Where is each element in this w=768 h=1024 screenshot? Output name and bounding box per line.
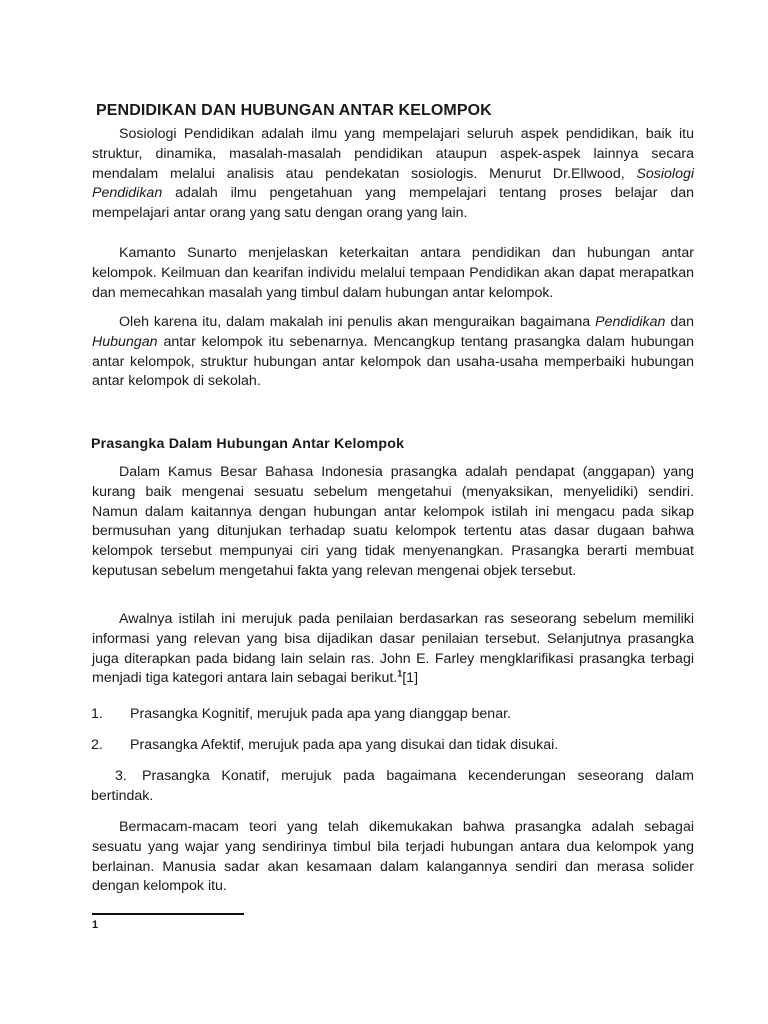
list-item-text: Prasangka Afektif, merujuk pada apa yang disukai dan tidak disukai. <box>130 737 559 753</box>
section-p2-text: Awalnya istilah ini merujuk pada penilaian berdasarkan ras seseorang sebelum memiliki informasi yang relevan yang bisa dijadikan dasar penilaian tersebut. Selanjutnya prasangka juga diterapkan pada bidang lain selain ras. John E. Farley mengklarifikasi prasangka terbagi menjadi tiga kategori antara lain sebagai berikut. <box>92 611 694 687</box>
list-item <box>91 736 694 756</box>
list-item-number: 1. <box>91 706 103 722</box>
footnote-separator <box>92 913 244 915</box>
intro-paragraph-1 <box>92 125 694 224</box>
intro-paragraph-2: Kamanto Sunarto menjelaskan keterkaitan antara pendidikan dan hubungan antar kelompok. Keilmuan dan kearifan individu melalui tempaan Pendidikan akan dapat merapatkan dan memecahkan masalah yang timbul dalam hubungan antar kelompok. <box>92 245 694 301</box>
intro-p3-text-c: antar kelompok itu sebenarnya. Mencangkup tentang prasangka dalam hubungan antar kelompok, struktur hubungan antar kelompok dan usaha-usaha memperbaiki hubungan antar kelompok di sekolah. <box>92 333 694 390</box>
citation-link[interactable]: [1] <box>402 670 419 687</box>
intro-paragraph-3 <box>92 313 694 392</box>
list-item-text: Prasangka Konatif, merujuk pada bagaimana kecenderungan seseorang dalam bertindak. <box>91 768 694 804</box>
intro-p3-text-a: Oleh karena itu, dalam makalah ini penulis akan menguraikan bagaimana <box>119 314 596 330</box>
list-item <box>91 767 694 807</box>
section-heading: Prasangka Dalam Hubungan Antar Kelompok <box>91 436 405 452</box>
list-item-number: 3. <box>115 768 127 784</box>
list-item-number: 2. <box>91 737 103 753</box>
section-paragraph-2 <box>92 610 694 689</box>
intro-p1-text-b: adalah ilmu pengetahuan yang mempelajari tentang proses belajar dan mempelajari antar orang yang satu dengan orang yang lain. <box>92 185 694 222</box>
intro-p1-text-a: Sosiologi Pendidikan adalah ilmu yang mempelajari seluruh aspek pendidikan, baik itu struktur, dinamika, masalah-masalah pendidikan ataupun aspek-aspek lainnya secara mendalam melalui analisis atau pendekatan sosiologis. Menurut Dr.Ellwood, <box>92 126 694 182</box>
section-paragraph-3: Bermacam-macam teori yang telah dikemukakan bahwa prasangka adalah sebagai sesuatu yang wajar yang sendirinya timbul bila terjadi hubungan antara dua kelompok yang berlainan. Manusia sadar akan kesamaan dalam kalangannya sendiri dan merasa solider dengan kelompok itu. <box>92 819 694 895</box>
footnote-reference[interactable]: 1 <box>397 668 403 679</box>
intro-p1-italic-term: Sosiologi Pendidikan <box>92 165 694 202</box>
footnote-number: 1 <box>92 919 99 931</box>
section-paragraph-1: Dalam Kamus Besar Bahasa Indonesia prasangka adalah pendapat (anggapan) yang kurang baik mengenai sesuatu sebelum mengetahui (menyaksikan, menyelidiki) sendiri. Namun dalam kaitannya dengan hubungan antar kelompok istilah ini mengacu pada sikap bermusuhan yang ditunjukan terhadap suatu kelompok tertentu atas dasar dugaan bahwa kelompok tersebut mempunyai ciri yang tidak menyenangkan. Prasangka berarti membuat keputusan sebelum mengetahui fakta yang relevan mengenai objek tersebut. <box>92 464 694 579</box>
intro-p3-text-b: dan <box>665 314 694 330</box>
intro-p3-italic-hubungan: Hubungan <box>92 333 158 350</box>
list-item <box>91 705 694 725</box>
intro-p3-italic-pendidikan: Pendidikan <box>595 314 666 330</box>
document-title: PENDIDIKAN DAN HUBUNGAN ANTAR KELOMPOK <box>96 102 492 119</box>
list-item-text: Prasangka Kognitif, merujuk pada apa yang dianggap benar. <box>130 706 511 722</box>
